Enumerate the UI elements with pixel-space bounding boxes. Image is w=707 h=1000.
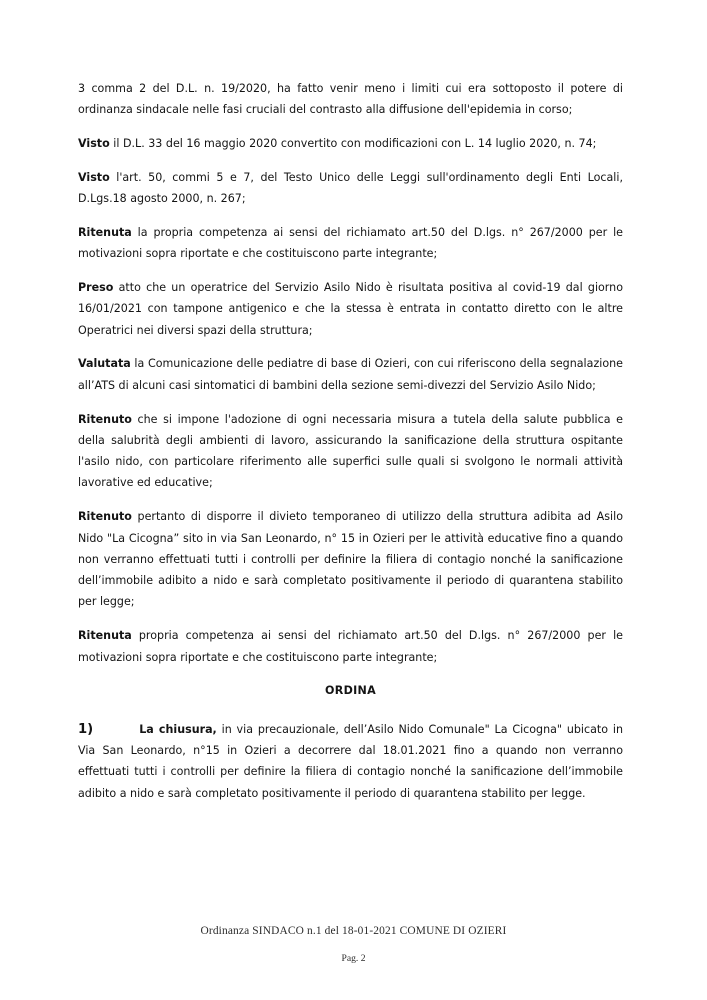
paragraph-lead: Ritenuta	[78, 629, 132, 643]
paragraph-ritenuta-competenza-1	[78, 222, 623, 265]
paragraph-lead: Visto	[78, 170, 110, 184]
ordered-item-number: 1)	[78, 721, 94, 737]
paragraph-lead: Ritenuto	[78, 510, 132, 524]
paragraph-continuation	[78, 78, 623, 121]
paragraph-visto-dl33	[78, 133, 623, 154]
footer-page-number: Pag. 2	[341, 953, 366, 964]
paragraph-valutata	[78, 353, 623, 396]
paragraph-ritenuto-misura	[78, 409, 623, 494]
paragraph-text: la Comunicazione delle pediatre di base di Ozieri, con cui riferiscono della segnalazione all’ATS di alcuni casi sintomatici di bambini della sezione semi-divezzi del Servizio Asilo Nido;	[78, 357, 623, 392]
ordered-item-lead: La chiusura,	[139, 722, 217, 736]
footer-document-title: Ordinanza SINDACO n.1 del 18-01-2021 COMUNE DI OZIERI	[200, 925, 507, 937]
paragraph-text: 3 comma 2 del D.L. n. 19/2020, ha fatto venir meno i limiti cui era sottoposto il potere di ordinanza sindacale nelle fasi cruciali del contrasto alla diffusione dell'epidemia in corso;	[78, 82, 623, 117]
paragraph-text: il D.L. 33 del 16 maggio 2020 convertito con modificazioni con L. 14 luglio 2020, n. 74;	[109, 137, 597, 151]
paragraph-lead: Valutata	[78, 357, 131, 371]
page-footer	[0, 925, 707, 964]
ordered-item-text: in via precauzionale, dell’Asilo Nido Comunale" La Cicogna" ubicato in Via San Leonardo, n°15 in Ozieri a decorrere dal 18.01.2021 fino a quando non verranno effettuati tutti i controlli per definire la filiera di contagio nonché la sanificazione dell’immobile adibito a nido e sarà completato positivamente il periodo di quarantena stabilito per legge.	[78, 722, 623, 800]
paragraph-text: atto che un operatrice del Servizio Asilo Nido è risultata positiva al covid-19 dal giorno 16/01/2021 con tampone antigenico e che la stessa è entrata in contatto diretto con le altre Operatrici nei diversi spazi della struttura;	[78, 281, 623, 337]
paragraph-text: pertanto di disporre il divieto temporaneo di utilizzo della struttura adibita ad Asilo Nido "La Cicogna” sito in via San Leonardo, n° 15 in Ozieri per le attività educative fino a quando non verranno effettuati tutti i controlli per definire la filiera di contagio nonché la sanificazione dell’immobile adibito a nido e sarà completato positivamente il periodo di quarantena stabilito per legge;	[78, 510, 623, 609]
document-body	[78, 78, 623, 804]
paragraph-preso-atto	[78, 277, 623, 341]
paragraph-text: propria competenza ai sensi del richiamato art.50 del D.lgs. n° 267/2000 per le motivazioni sopra riportate e che costituiscono parte integrante;	[78, 629, 623, 664]
paragraph-ritenuta-competenza-2	[78, 625, 623, 668]
paragraph-text: che si impone l'adozione di ogni necessaria misura a tutela della salute pubblica e della salubrità degli ambienti di lavoro, assicurando la sanificazione della struttura ospitante l'asilo nido, con particolare riferimento alle superfici sulle quali si svolgono le normali attività lavorative ed educative;	[78, 412, 623, 490]
paragraph-lead: Ritenuta	[78, 225, 132, 239]
paragraph-lead: Visto	[78, 137, 110, 151]
paragraph-text: l'art. 50, commi 5 e 7, del Testo Unico delle Leggi sull'ordinamento degli Enti Locali, D.Lgs.18 agosto 2000, n. 267;	[78, 170, 623, 206]
paragraph-text: la propria competenza ai sensi del richiamato art.50 del D.lgs. n° 267/2000 per le motivazioni sopra riportate e che costituiscono parte integrante;	[78, 225, 623, 261]
paragraph-visto-art50	[78, 167, 623, 210]
paragraph-lead: Ritenuto	[78, 412, 132, 426]
paragraph-lead: Preso	[78, 281, 114, 295]
heading-ordina: ORDINA	[325, 684, 376, 698]
ordered-item-1	[78, 719, 623, 804]
paragraph-ritenuto-divieto	[78, 506, 623, 612]
